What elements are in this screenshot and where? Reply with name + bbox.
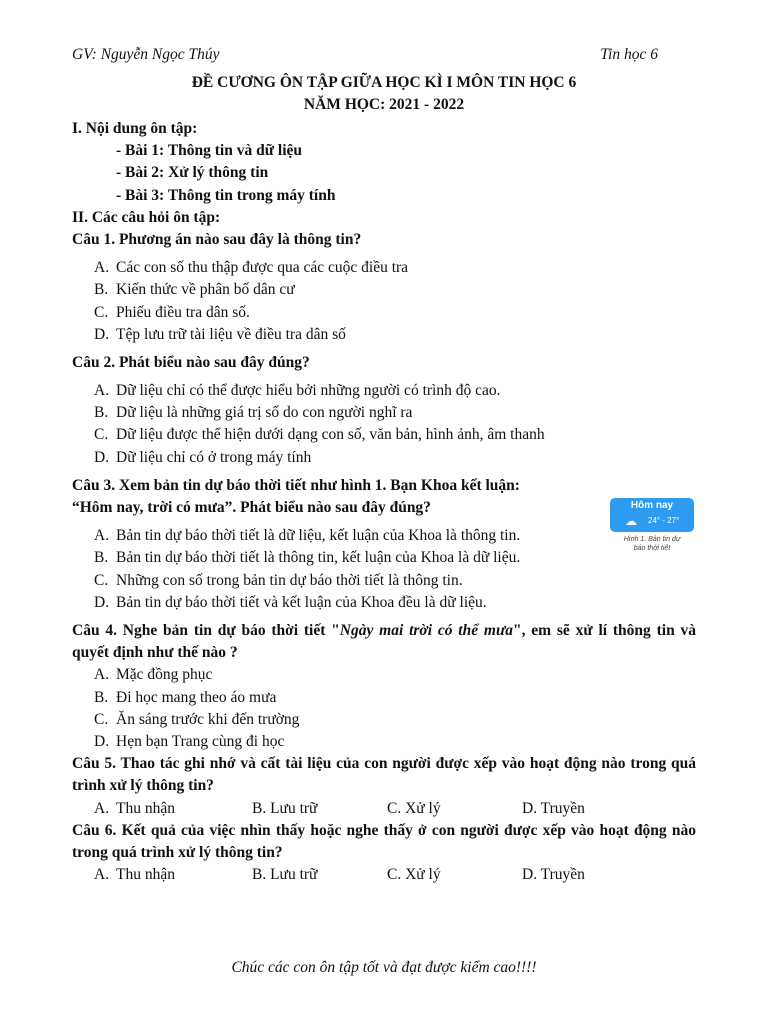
rain-cloud-icon: ☁	[625, 514, 637, 528]
school-year: NĂM HỌC: 2021 - 2022	[303, 96, 465, 113]
question-text: Câu 4. Nghe bản tin dự báo thời tiết "Ngày mai trời có thể mưa", em sẽ xử lí thông tin và quyết định như thế nào ?	[72, 621, 696, 662]
question-2	[72, 352, 696, 469]
option-a: A. Thu nhận	[94, 866, 175, 884]
document-body	[72, 118, 696, 886]
option-d: D. Truyền	[522, 799, 585, 817]
option-list	[72, 380, 696, 469]
question-text-line-1: Câu 3. Xem bản tin dự báo thời tiết như hình 1. Bạn Khoa kết luận:	[72, 476, 520, 494]
question-3	[72, 475, 696, 614]
quoted-forecast: Ngày mai trời có thể mưa	[339, 621, 514, 639]
question-text: Câu 6. Kết quả của việc nhìn thấy hoặc nghe thấy ở con người được xếp vào hoạt động nào trong quá trình xử lý thông tin?	[72, 821, 696, 861]
option-a: A. Các con số thu thập được qua các cuộc điều tra	[94, 259, 409, 277]
section-2-heading: II. Các câu hỏi ôn tập:	[72, 208, 221, 226]
weather-forecast-card	[610, 498, 694, 532]
option-c: C. Dữ liệu được thể hiện dưới dạng con số, văn bản, hình ảnh, âm thanh	[94, 426, 545, 444]
figure-caption: Hình 1. Bản tin dự báo thời tiết	[623, 536, 681, 552]
question-5	[72, 753, 696, 820]
option-row	[72, 864, 696, 886]
document-title: ĐỀ CƯƠNG ÔN TẬP GIỮA HỌC KÌ I MÔN TIN HỌC 6	[191, 74, 577, 91]
option-d: D. Bản tin dự báo thời tiết và kết luận của Khoa đều là dữ liệu.	[94, 593, 487, 611]
option-c: C. Ăn sáng trước khi đến trường	[94, 710, 300, 728]
question-6	[72, 820, 696, 887]
option-list	[72, 525, 696, 614]
option-row	[72, 798, 696, 820]
option-d: D. Tệp lưu trữ tài liệu về điều tra dân số	[94, 325, 346, 343]
option-b: B. Dữ liệu là những giá trị số do con người nghĩ ra	[94, 404, 413, 422]
option-c: C. Những con số trong bản tin dự báo thời tiết là thông tin.	[94, 571, 463, 589]
option-c: C. Xử lý	[387, 799, 441, 817]
question-text-line-2: “Hôm nay, trời có mưa”. Phát biểu nào sau đây đúng?	[72, 499, 431, 517]
subject-label: Tin học 6	[600, 46, 658, 63]
lesson-item: - Bài 1: Thông tin và dữ liệu	[116, 142, 303, 160]
option-b: B. Đi học mang theo áo mưa	[94, 688, 277, 706]
option-b: B. Lưu trữ	[252, 799, 318, 817]
question-1	[72, 229, 696, 346]
option-list	[72, 257, 696, 346]
option-b: B. Bản tin dự báo thời tiết là thông tin, kết luận của Khoa là dữ liệu.	[94, 549, 521, 567]
question-text: Câu 2. Phát biểu nào sau đây đúng?	[72, 353, 310, 371]
option-c: C. Xử lý	[387, 866, 441, 884]
option-d: D. Dữ liệu chỉ có ở trong máy tính	[94, 448, 312, 466]
option-c: C. Phiếu điều tra dân số.	[94, 303, 250, 321]
teacher-name: GV: Nguyễn Ngọc Thúy	[72, 46, 220, 63]
option-d: D. Truyền	[522, 866, 585, 884]
question-4	[72, 620, 696, 753]
option-a: A. Dữ liệu chỉ có thể được hiểu bởi những người có trình độ cao.	[94, 382, 501, 400]
option-d: D. Hẹn bạn Trang cùng đi học	[94, 732, 285, 750]
question-text: Câu 5. Thao tác ghi nhớ và cất tài liệu của con người được xếp vào hoạt động nào trong quá trình xử lý thông tin?	[72, 755, 696, 795]
section-1-heading: I. Nội dung ôn tập:	[72, 120, 198, 137]
option-a: A. Mặc đồng phục	[94, 666, 213, 684]
option-list	[72, 664, 696, 753]
option-a: A. Bản tin dự báo thời tiết là dữ liệu, kết luận của Khoa là thông tin.	[94, 527, 521, 545]
option-b: B. Lưu trữ	[252, 866, 318, 884]
option-b: B. Kiến thức về phân bố dân cư	[94, 281, 295, 299]
closing-message: Chúc các con ôn tập tốt và đạt được kiểm cao!!!!	[231, 959, 537, 976]
weather-title: Hôm nay	[630, 500, 674, 511]
page-header	[72, 46, 658, 64]
lesson-item: - Bài 3: Thông tin trong máy tính	[116, 186, 336, 204]
option-a: A. Thu nhận	[94, 799, 175, 817]
question-text: Câu 1. Phương án nào sau đây là thông tin?	[72, 230, 362, 248]
lesson-item: - Bài 2: Xử lý thông tin	[116, 164, 269, 182]
temperature-range: 24° - 27°	[648, 516, 680, 525]
